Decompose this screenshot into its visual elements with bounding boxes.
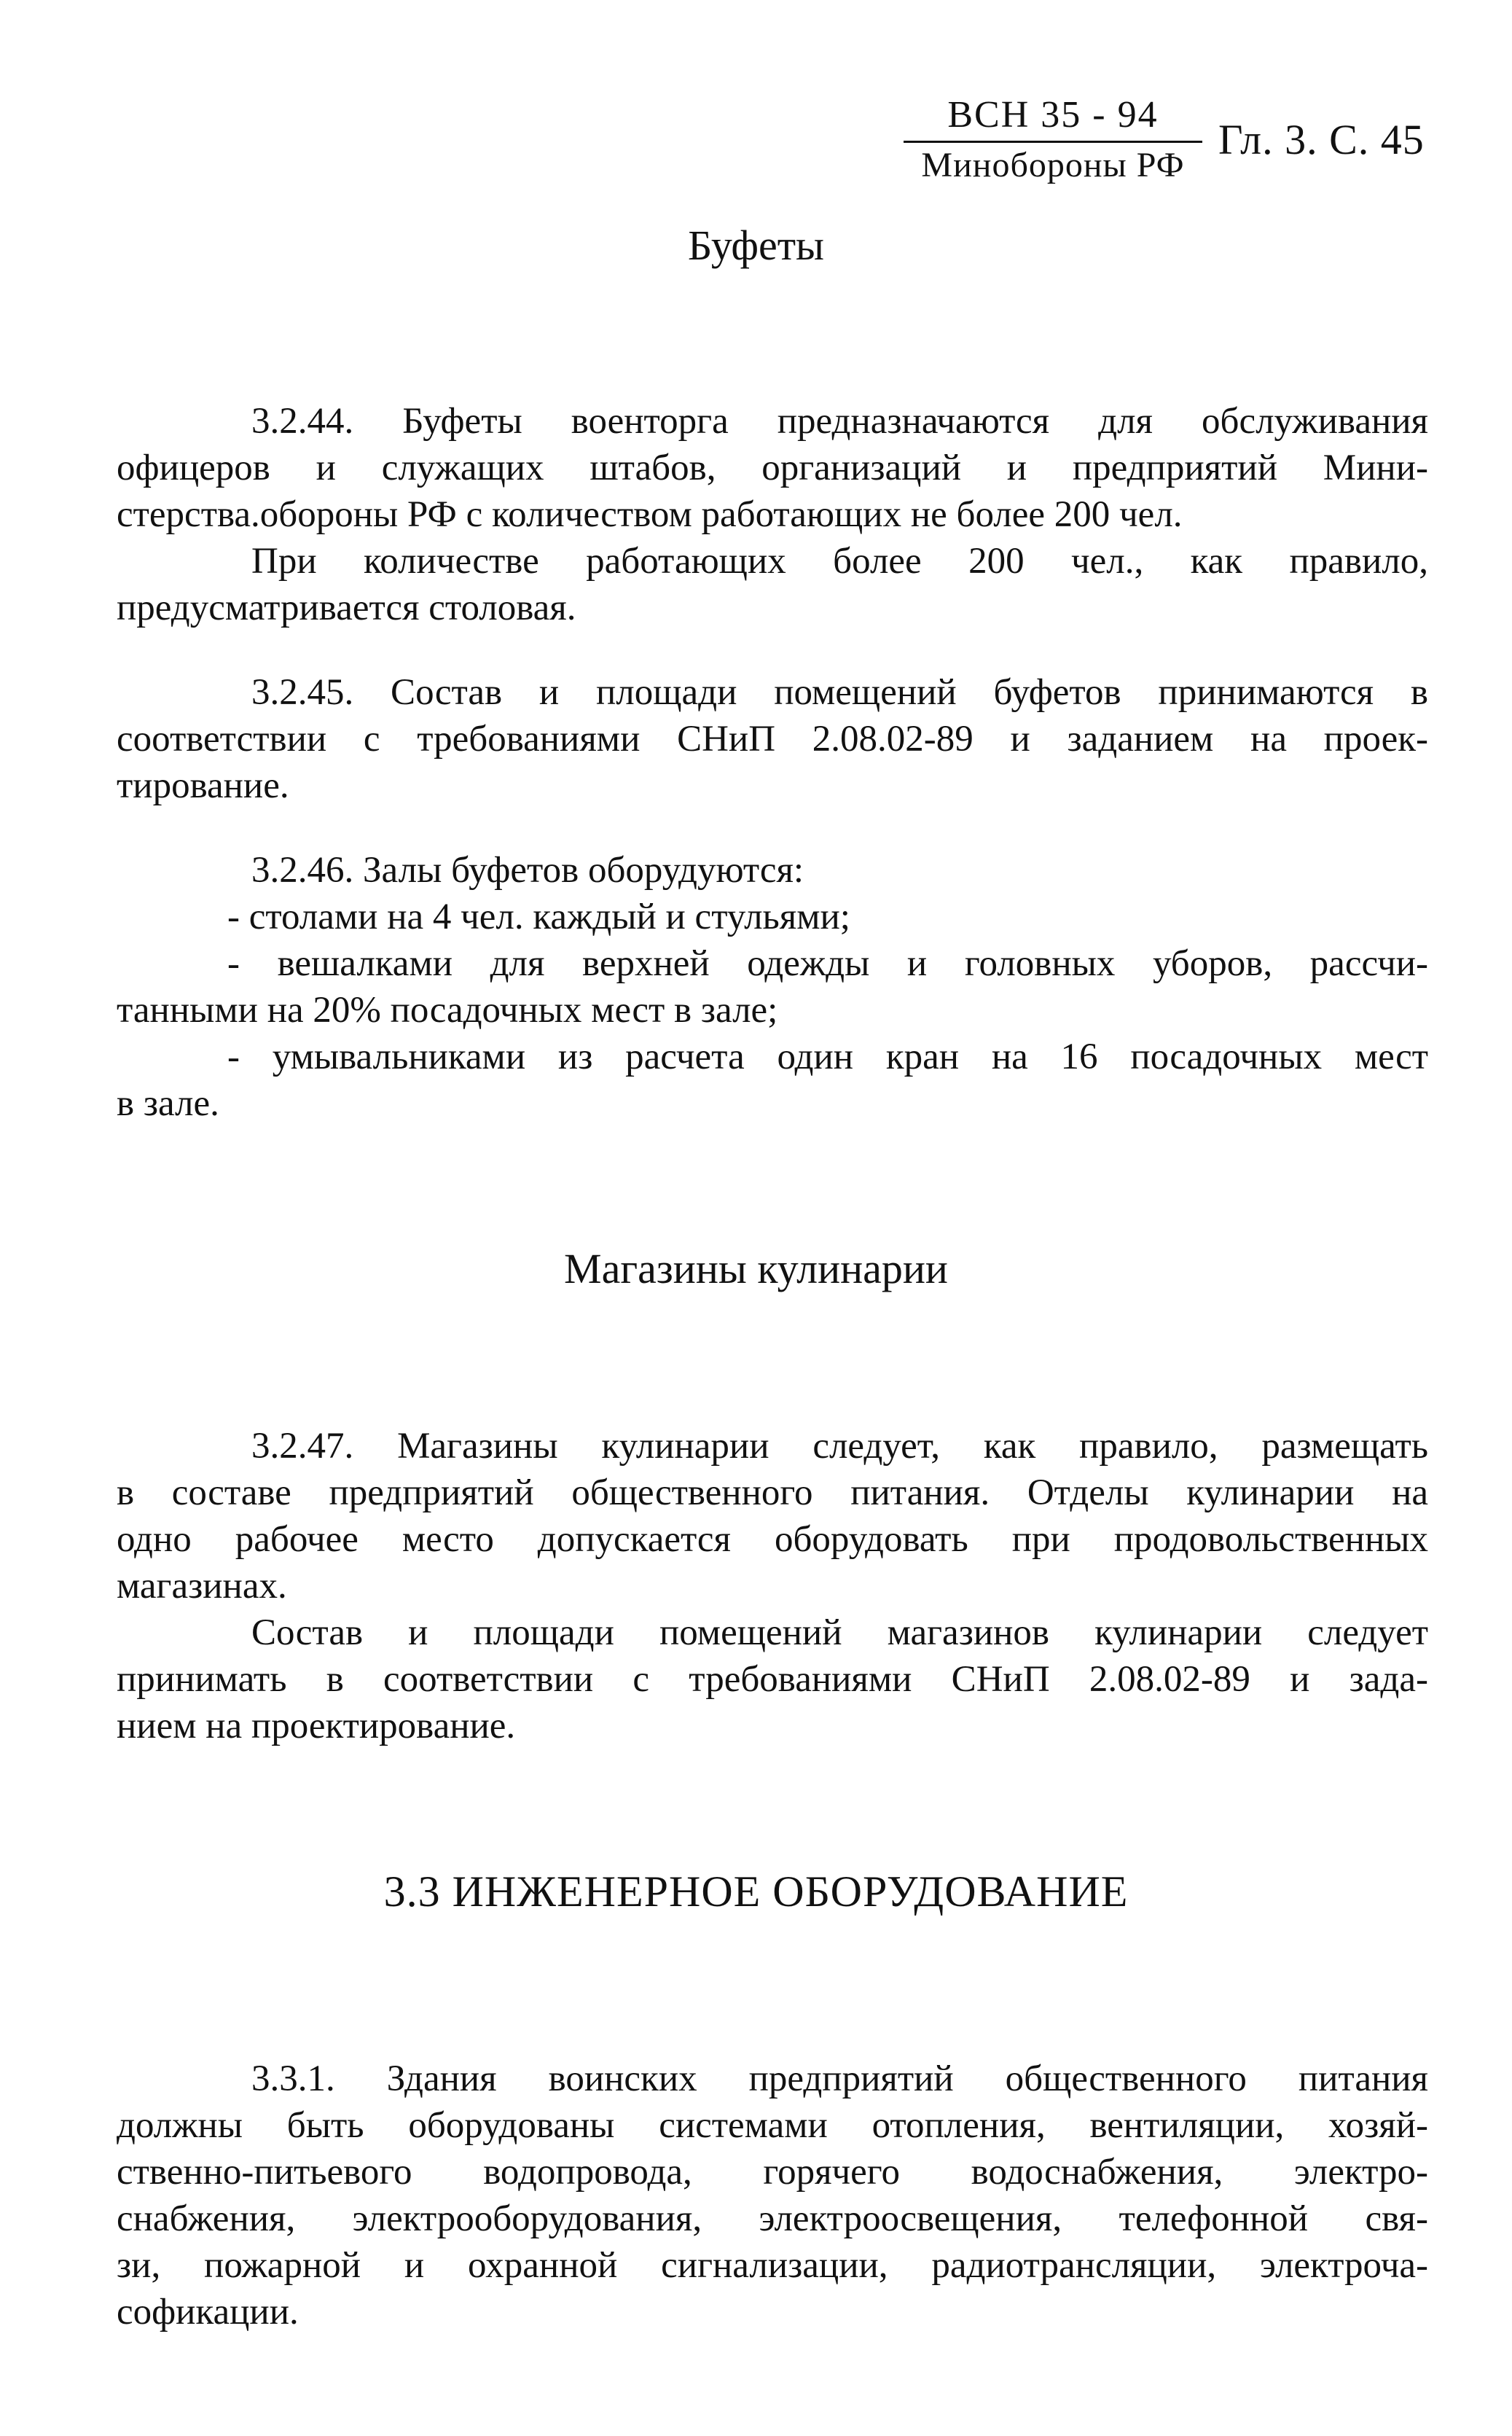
list-item: - вешалками для верхней одежды и головных уборов, рассчи- — [227, 943, 1428, 984]
document-code-block — [904, 91, 1202, 188]
paragraph-line: При количестве работающих более 200 чел., как правило, — [251, 541, 1428, 582]
paragraph-line: снабжения, электрооборудования, электроосвещения, телефонной свя- — [117, 2198, 1428, 2239]
paragraph-line: предусматривается столовая. — [117, 587, 576, 628]
paragraph-line: Состав и площади помещений магазинов кулинарии следует — [251, 1612, 1428, 1653]
paragraph-line: 3.2.45. Состав и площади помещений буфетов принимаются в — [251, 672, 1428, 713]
page-header — [904, 91, 1428, 186]
paragraph-line: 3.2.44. Буфеты военторга предназначаются для обслуживания — [251, 401, 1428, 442]
paragraph-line: в составе предприятий общественного питания. Отделы кулинарии на — [117, 1472, 1428, 1513]
ministry-name: Минобороны РФ — [921, 146, 1185, 184]
paragraph-line: зи, пожарной и охранной сигнализации, радиотрансляции, электроча- — [117, 2245, 1428, 2286]
section-title-engineering: 3.3 ИНЖЕНЕРНОЕ ОБОРУДОВАНИЕ — [383, 1867, 1129, 1916]
section-title-buffets: Буфеты — [687, 222, 825, 269]
list-item-continuation: в зале. — [117, 1083, 219, 1124]
paragraph-line: одно рабочее место допускается оборудовать при продовольственных — [117, 1519, 1428, 1560]
paragraph-line: тирование. — [117, 765, 289, 806]
paragraph-line: 3.2.46. Залы буфетов оборудуются: — [251, 850, 804, 891]
paragraph-line: нием на проектирование. — [117, 1706, 516, 1746]
list-item-continuation: танными на 20% посадочных мест в зале; — [117, 990, 778, 1031]
section-title-culinary: Магазины кулинарии — [564, 1245, 948, 1292]
paragraph-line: соответствии с требованиями СНиП 2.08.02-89 и заданием на проек- — [117, 719, 1428, 760]
paragraph-line: 3.3.1. Здания воинских предприятий общественного питания — [251, 2058, 1428, 2099]
paragraph-line: должны быть оборудованы системами отопления, вентиляции, хозяй- — [117, 2105, 1428, 2146]
paragraph-line: ственно-питьевого водопровода, горячего водоснабжения, электро- — [117, 2152, 1428, 2193]
paragraph-line: офицеров и служащих штабов, организаций и предприятий Мини- — [117, 448, 1428, 488]
paragraph-line: магазинах. — [117, 1566, 287, 1607]
paragraph-line: стерства.обороны РФ с количеством работающих не более 200 чел. — [117, 494, 1183, 535]
chapter-page-ref: Гл. 3. С. 45 — [1218, 116, 1425, 163]
document-code: ВСН 35 - 94 — [904, 91, 1202, 143]
paragraph-line: 3.2.47. Магазины кулинарии следует, как правило, размещать — [251, 1426, 1428, 1467]
list-item: - умывальниками из расчета один кран на 16 посадочных мест — [227, 1037, 1428, 1077]
paragraph-line: софикации. — [117, 2292, 299, 2332]
paragraph-line: принимать в соответствии с требованиями СНиП 2.08.02-89 и зада- — [117, 1659, 1428, 1700]
list-item: - столами на 4 чел. каждый и стульями; — [227, 897, 850, 937]
